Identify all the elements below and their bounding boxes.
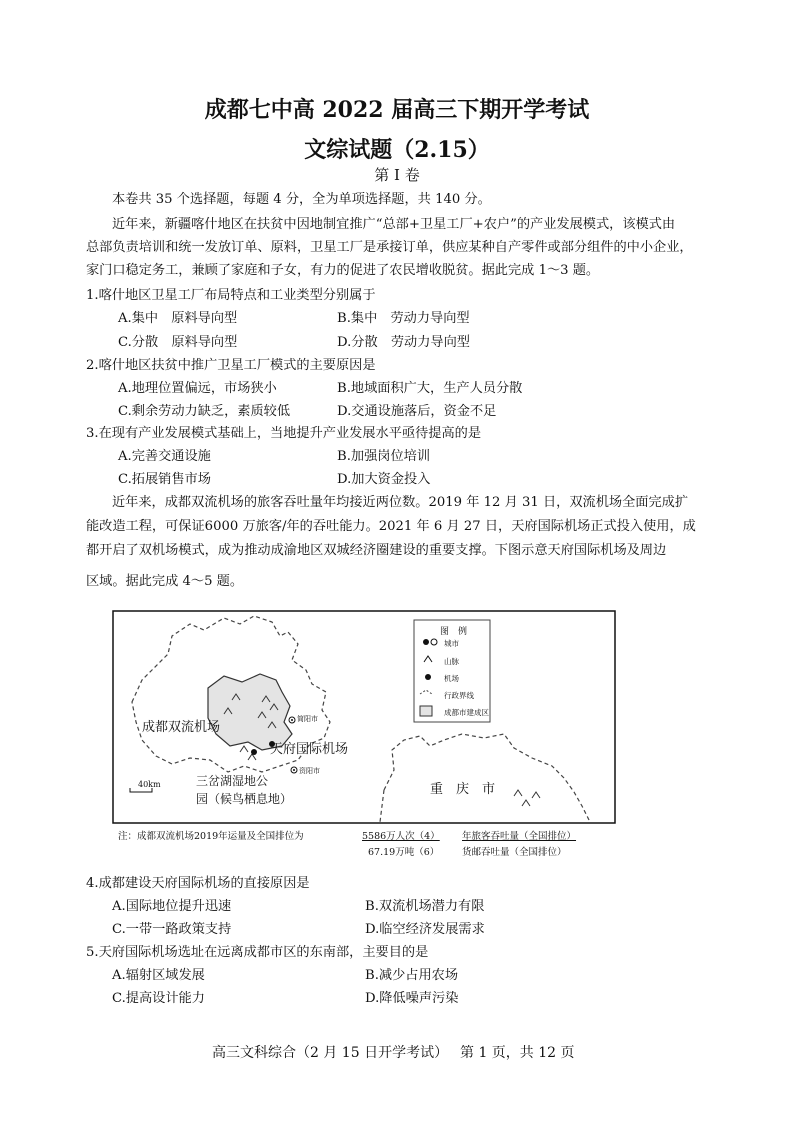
label-ziyang-city: 资阳市 [299, 767, 320, 775]
legend-title: 图 例 [440, 627, 468, 637]
page-title: 成都七中高 2022 届高三下期开学考试 [204, 97, 590, 123]
question-5-option-c: C.提高设计能力 [112, 991, 205, 1006]
question-3-option-c: C.拓展销售市场 [118, 472, 211, 487]
passage2-line-3: 都开启了双机场模式，成为推动成渝地区双城经济圈建设的重要支撑。下图示意天府国际机场及周边 [86, 543, 667, 558]
passage1-line-1: 近年来，新疆喀什地区在扶贫中因地制宜推广“总部+卫星工厂+农户”的产业发展模式，该模式由 [112, 217, 676, 232]
passage2-line-2: 能改造工程，可保证6000 万旅客/年的吞吐能力。2021 年 6 月 27 日，天府国际机场正式投入使用，成 [86, 519, 696, 534]
legend-airport: 机场 [444, 674, 459, 683]
passage2-line-4: 区域。据此完成 4～5 题。 [86, 574, 244, 589]
legend-boundary: 行政界线 [444, 691, 474, 700]
page-subtitle: 文综试题（2.15） [304, 137, 490, 163]
footer-page-number: 第 1 页，共 12 页 [460, 1045, 575, 1061]
question-4-option-a: A.国际地位提升迅速 [112, 899, 232, 914]
question-4-option-c: C.一带一路政策支持 [112, 922, 232, 937]
map-note-cargo-label: 货邮吞吐量（全国排位） [462, 847, 567, 858]
question-1-option-b: B.集中 劳动力导向型 [337, 311, 470, 326]
scale-label: 40km [138, 780, 161, 789]
question-3-option-d: D.加大资金投入 [337, 472, 431, 487]
map-figure [112, 610, 616, 824]
question-3-stem: 3.在现有产业发展模式基础上，当地提升产业发展水平亟待提高的是 [86, 426, 482, 441]
map-note-passengers-value: 5586万人次（4） [362, 831, 440, 842]
question-4-stem: 4.成都建设天府国际机场的直接原因是 [86, 876, 310, 891]
legend-mountain: 山脉 [444, 657, 459, 666]
section-title: 第 I 卷 [374, 166, 420, 184]
instructions: 本卷共 35 个选择题，每题 4 分，全为单项选择题，共 140 分。 [112, 192, 491, 207]
label-tianfu-airport: 天府国际机场 [270, 742, 349, 757]
label-sancha-lake-1: 三岔湖湿地公 [196, 774, 269, 788]
question-2-option-d: D.交通设施落后，资金不足 [337, 404, 497, 419]
question-4-option-d: D.临空经济发展需求 [365, 922, 485, 937]
question-5-option-d: D.降低噪声污染 [365, 991, 459, 1006]
question-5-stem: 5.天府国际机场选址在远离成都市区的东南部，主要目的是 [86, 945, 429, 960]
passage1-line-2: 总部负责培训和统一发放订单、原料，卫星工厂是承接订单，供应某种自产零件或部分组件的中小企业， [86, 240, 693, 255]
legend-builtup: 成都市建成区 [444, 708, 489, 717]
passage1-line-3: 家门口稳定务工，兼顾了家庭和子女，有力的促进了农民增收脱贫。据此完成 1～3 题。 [86, 263, 600, 278]
question-2-stem: 2.喀什地区扶贫中推广卫星工厂模式的主要原因是 [86, 358, 376, 373]
question-3-option-b: B.加强岗位培训 [337, 449, 431, 464]
label-sancha-lake-2: 园（候鸟栖息地） [196, 792, 293, 806]
label-shuangliu-airport: 成都双流机场 [142, 720, 221, 735]
question-2-option-b: B.地域面积广大，生产人员分散 [337, 381, 523, 396]
map-note-passengers-label: 年旅客吞吐量（全国排位） [462, 831, 577, 842]
legend-city: 城市 [444, 639, 459, 648]
map-note-prefix: 注：成都双流机场2019年运量及全国排位为 [118, 831, 304, 842]
question-4-option-b: B.双流机场潜力有限 [365, 899, 485, 914]
question-3-option-a: A.完善交通设施 [118, 449, 211, 464]
question-1-option-d: D.分散 劳动力导向型 [337, 335, 470, 350]
question-2-option-c: C.剩余劳动力缺乏，素质较低 [118, 404, 291, 419]
question-1-option-a: A.集中 原料导向型 [118, 311, 238, 326]
label-chongqing: 重 庆 市 [430, 782, 496, 797]
passage2-line-1: 近年来，成都双流机场的旅客吞吐量年均接近两位数。2019 年 12 月 31 日，双流机场全面完成扩 [112, 495, 689, 510]
label-jianyang-city: 简阳市 [297, 715, 318, 723]
question-1-stem: 1.喀什地区卫星工厂布局特点和工业类型分别属于 [86, 288, 376, 303]
question-1-option-c: C.分散 原料导向型 [118, 335, 238, 350]
question-5-option-b: B.减少占用农场 [365, 968, 459, 983]
question-2-option-a: A.地理位置偏远，市场狭小 [118, 381, 277, 396]
question-5-option-a: A.辐射区域发展 [112, 968, 205, 983]
footer-exam-name: 高三文科综合（2 月 15 日开学考试） [212, 1045, 449, 1061]
map-note-cargo-value: 67.19万吨（6） [368, 847, 440, 858]
